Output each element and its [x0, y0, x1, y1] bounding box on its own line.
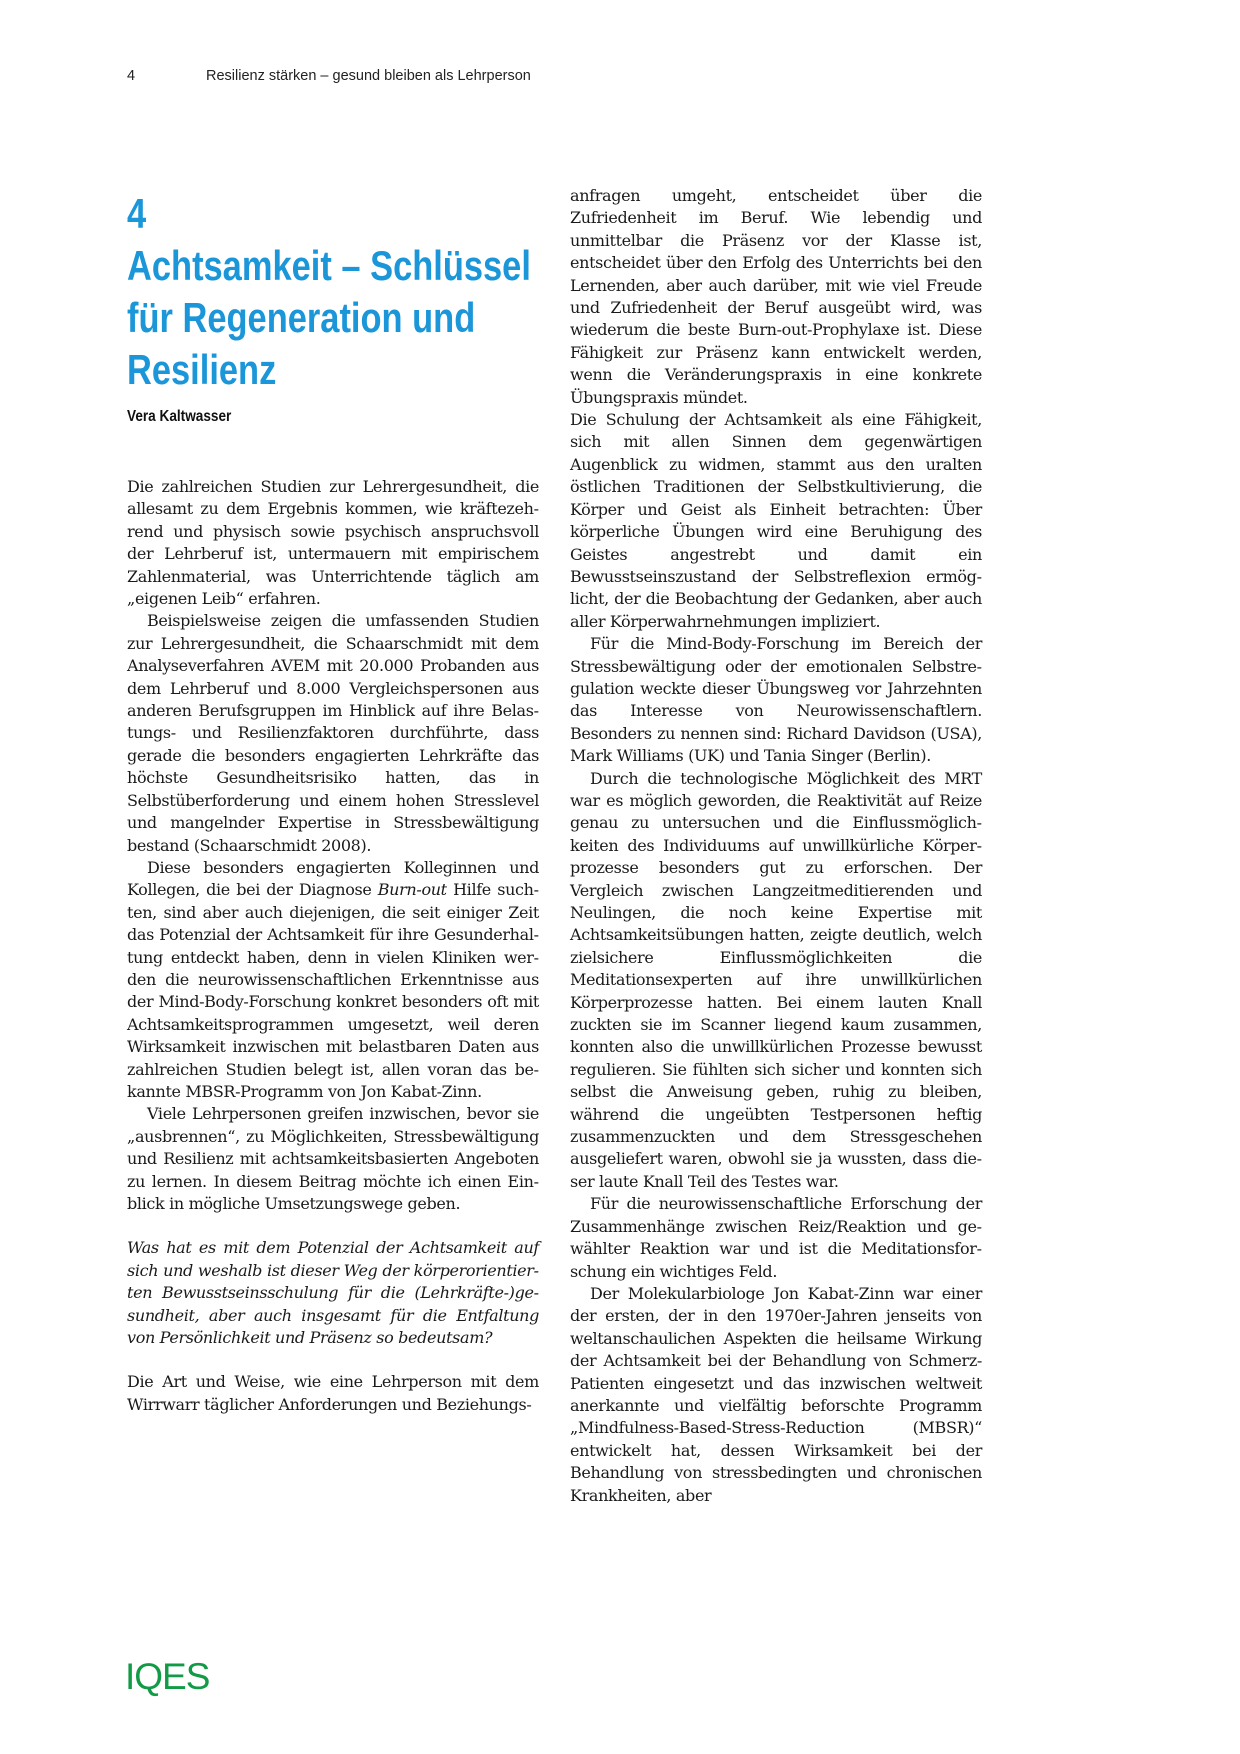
paragraph: Der Molekularbiologe Jon Kabat-Zinn war einer der ersten, der in den 1970er-Jahren jenseits von weltanschaulichen Aspekten die heilsame Wirkung der Achtsamkeit bei der Behandlung von Schmerz-Patienten eingesetzt und das inzwischen weltweit anerkannte und vielfältig beforschte Programm „Mindfulness-Based-Stress-Reduction (MBSR)“ entwickelt hat, dessen Wirksamkeit bei der Behandlung von stressbedingten und chronischen Krankheiten, aber — [570, 1283, 982, 1505]
paragraph: anfragen umgeht, entscheidet über die Zufriedenheit im Beruf. Wie lebendig und unmittelbar die Präsenz vor der Klasse ist, entscheidet über den Erfolg des Unterrichts bei den Lernenden, aber auch darüber, mit wie viel Freude und Zufriedenheit der Beruf ausgeübt wird, was wiederum die beste Burn-out-Prophylaxe ist. Diese Fähigkeit zur Präsenz kann entwickelt werden, wenn die Veränderungspraxis in eine konkrete Übungspraxis mündet. — [570, 186, 982, 407]
author-name: Vera Kaltwasser — [127, 408, 232, 425]
chapter-title-line-3: Resilienz — [127, 346, 277, 393]
chapter-number: 4 — [127, 190, 147, 237]
paragraph: Durch die technologische Möglichkeit des MRT war es möglich geworden, die Reaktivität auf Reize genau zu untersuchen und die Einflussmöglichkeiten des Individuums auf unwillkürliche Körperprozesse besonders gut zu erforschen. Der Vergleich zwischen Langzeitmeditierenden und Neulingen, die noch keine Expertise mit Achtsamkeitsübungen hatten, zeigte deutlich, welch zielsichere Einflussmöglichkeiten die Meditationsexperten auf ihre unwillkürlichen Körperprozesse hatten. Bei einem lauten Knall zuckten sie im Scanner liegend kaum zusammen, konnten also die unwillkürlichen Prozesse bewusst regulieren. Sie fühlten sich sicher und konnten sich selbst die Anweisung geben, ruhig zu bleiben, während die ungeübten Testpersonen heftig zusammenzuckten und dem Stressgeschehen ausgeliefert waren, obwohl sie ja wussten, dass dieser laute Knall Teil des Testes war. — [570, 768, 982, 1191]
spacer — [127, 1349, 539, 1371]
iqes-logo: IQES — [125, 1656, 210, 1697]
paragraph: Viele Lehrpersonen greifen inzwischen, bevor sie „ausbrennen“, zu Möglichkeiten, Stressbewältigung und Resilienz mit achtsamkeitsbasierten Angeboten zu lernen. In diesem Beitrag möchte ich einen Einblick in mögliche Umsetzungswege geben. — [127, 1104, 539, 1213]
page-number: 4 — [127, 68, 136, 84]
chapter-heading — [127, 188, 531, 396]
paragraph: Für die neurowissenschaftliche Erforschung der Zusammenhänge zwischen Reiz/Reaktion und gewählter Reaktion war und ist die Meditationsforschung ein wichtiges Feld. — [570, 1194, 982, 1281]
paragraph: Die Art und Weise, wie eine Lehrperson mit dem Wirrwarr täglicher Anforderungen und Beziehungs- — [127, 1372, 539, 1414]
paragraph — [127, 857, 539, 1103]
running-title: Resilienz stärken – gesund bleiben als Lehrperson — [206, 68, 531, 84]
right-column — [570, 185, 982, 1507]
paragraph: Die zahlreichen Studien zur Lehrergesundheit, die allesamt zu dem Ergebnis kommen, wie kräftezehrend und physisch sowie psychisch anspruchsvoll der Lehrberuf ist, untermauern mit empirischem Zahlenmaterial, was Unterrichtende täglich am „eigenen Leib“ erfahren. — [127, 477, 539, 609]
text-run: Hilfe suchten, sind aber auch diejenigen, die seit einiger Zeit das Potenzial der Achtsamkeit für ihre Gesunderhaltung entdeckt haben, denn in vielen Kliniken werden die neurowissenschaftlichen Erkenntnisse aus der Mind-Body-Forschung konkret besonders oft mit Achtsamkeitsprogrammen umgesetzt, weil deren Wirksamkeit inzwischen mit belastbaren Daten aus zahlreichen Studien belegt ist, allen voran das bekannte MBSR-Programm von Jon Kabat-Zinn. — [127, 880, 539, 1101]
chapter-title-line-2: für Regeneration und — [127, 294, 476, 341]
chapter-title-line-1: Achtsamkeit – Schlüssel — [127, 242, 531, 289]
emphasis-burnout: Burn-out — [377, 880, 447, 900]
spacer — [127, 1215, 539, 1237]
left-column — [127, 476, 539, 1416]
paragraph: Für die Mind-Body-Forschung im Bereich der Stressbewältigung oder der emotionalen Selbstregulation weckte dieser Übungsweg vor Jahrzehnten das Interesse von Neurowissenschaftlern. Besonders zu nennen sind: Richard Davidson (USA), Mark Williams (UK) und Tania Singer (Berlin). — [570, 634, 982, 766]
text-run: Diese besonders engagierten Kolleginnen und Kollegen, die bei der Diagnose — [127, 857, 539, 900]
paragraph: Die Schulung der Achtsamkeit als eine Fähigkeit, sich mit allen Sinnen dem gegenwärtigen Augenblick zu widmen, stammt aus den uralten östlichen Traditionen der Selbstkultivierung, die Körper und Geist als Einheit betrachten: Über körperliche Übungen wird eine Beruhigung des Geistes angestrebt und damit ein Bewusstseinszustand der Selbstreflexion ermöglicht, der die Beobachtung der Gedanken, aber auch aller Körperwahrnehmungen impliziert. — [570, 410, 982, 631]
lead-question: Was hat es mit dem Potenzial der Achtsamkeit auf sich und weshalb ist dieser Weg der körperorientierten Bewusstseinsschulung für die (Lehrkräfte-)gesundheit, aber auch insgesamt für die Entfaltung von Persönlichkeit und Präsenz so bedeutsam? — [127, 1238, 539, 1348]
paragraph: Beispielsweise zeigen die umfassenden Studien zur Lehrergesundheit, die Schaarschmidt mit dem Analyseverfahren AVEM mit 20.000 Probanden aus dem Lehrberuf und 8.000 Vergleichspersonen aus anderen Berufsgruppen im Hinblick auf ihre Belastungs- und Resilienzfaktoren durchführte, dass gerade die besonders engagierten Lehrkräfte das höchste Gesundheitsrisiko hatten, das in Selbstüberforderung und einem hohen Stresslevel und mangelnder Expertise in Stressbewältigung bestand (Schaarschmidt 2008). — [127, 611, 539, 855]
